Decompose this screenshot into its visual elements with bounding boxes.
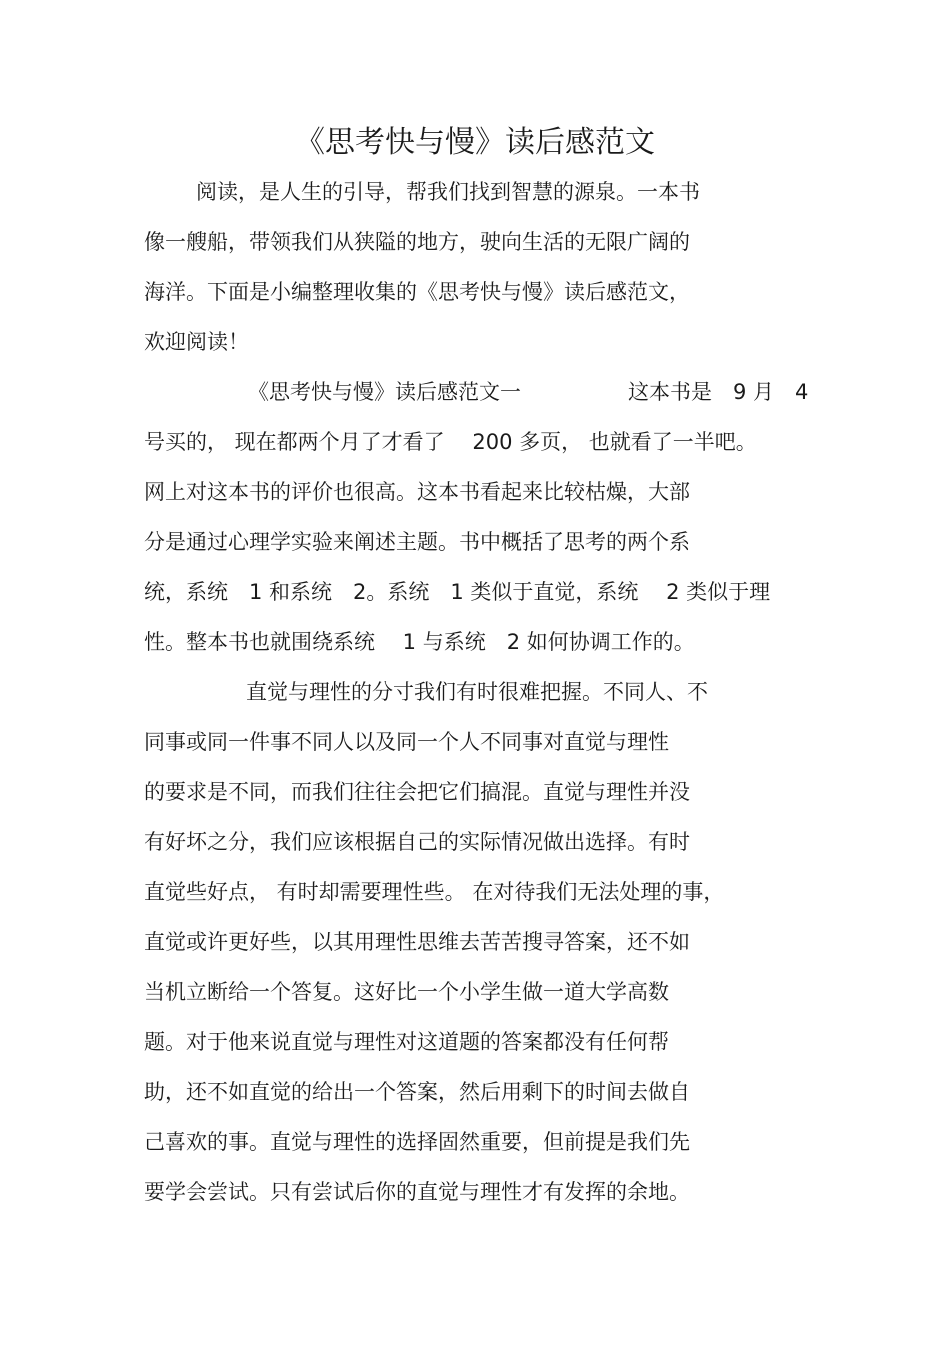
paragraph2-line-5: 直觉些好点， 有时却需要理性些。 在对待我们无法处理的事， [144, 880, 725, 904]
paragraph2-line-3: 的要求是不同，而我们往往会把它们搞混。直觉与理性并没 [144, 780, 690, 804]
paragraph2-line-10: 己喜欢的事。直觉与理性的选择固然重要，但前提是我们先 [144, 1130, 690, 1154]
paragraph2-line-1: 直觉与理性的分寸我们有时很难把握。不同人、不 [246, 680, 708, 704]
document-title: 《思考快与慢》读后感范文 [295, 125, 655, 160]
section1-line-4: 分是通过心理学实验来阐述主题。书中概括了思考的两个系 [144, 530, 690, 554]
intro-line-4: 欢迎阅读！ [144, 330, 249, 354]
paragraph2-line-11: 要学会尝试。只有尝试后你的直觉与理性才有发挥的余地。 [144, 1180, 690, 1204]
section1-line-5: 统，系统 1 和系统 2。系统 1 类似于直觉，系统 2 类似于理 [144, 580, 771, 604]
paragraph2-line-9: 助，还不如直觉的给出一个答案，然后用剩下的时间去做自 [144, 1080, 690, 1104]
section1-line-1: 这本书是 9 月 4 [628, 380, 809, 404]
paragraph2-line-4: 有好坏之分，我们应该根据自己的实际情况做出选择。有时 [144, 830, 690, 854]
paragraph2-line-2: 同事或同一件事不同人以及同一个人不同事对直觉与理性 [144, 730, 669, 754]
paragraph2-line-6: 直觉或许更好些，以其用理性思维去苦苦搜寻答案，还不如 [144, 930, 690, 954]
section-heading: 《思考快与慢》读后感范文一 [248, 380, 521, 404]
paragraph2-line-8: 题。对于他来说直觉与理性对这道题的答案都没有任何帮 [144, 1030, 669, 1054]
section1-line-6: 性。整本书也就围绕系统 1 与系统 2 如何协调工作的。 [144, 630, 695, 654]
section1-line-2: 号买的， 现在都两个月了才看了 200 多页， 也就看了一半吧。 [144, 430, 757, 454]
paragraph2-line-7: 当机立断给一个答复。这好比一个小学生做一道大学高数 [144, 980, 669, 1004]
section1-line-3: 网上对这本书的评价也很高。这本书看起来比较枯燥，大部 [144, 480, 690, 504]
intro-line-3: 海洋。下面是小编整理收集的《思考快与慢》读后感范文， [144, 280, 690, 304]
intro-line-1: 阅读，是人生的引导，帮我们找到智慧的源泉。一本书 [196, 180, 700, 204]
intro-line-2: 像一艘船，带领我们从狭隘的地方，驶向生活的无限广阔的 [144, 230, 690, 254]
